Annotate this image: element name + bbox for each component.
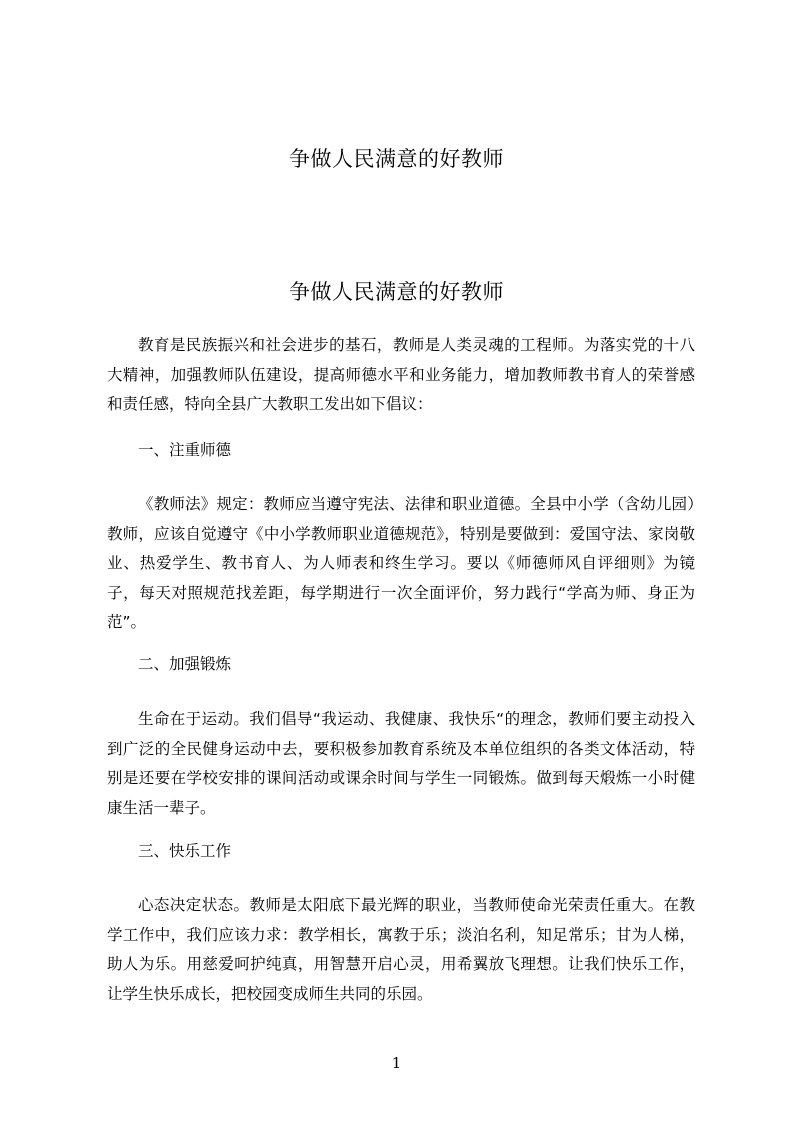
section-body-3: 心态决定状态。教师是太阳底下最光辉的职业，当教师使命光荣责任重大。在教学工作中，我们应该力求：教学相长，寓教于乐；淡泊名利，知足常乐；甘为人梯，助人为乐。用慈爱呵护纯真，用智慧开启心灵，用希翼放飞理想。让我们快乐工作，让学生快乐成长，把校园变成师生共同的乐园。 — [107, 896, 695, 1003]
section-heading-3: 三、快乐工作 — [138, 842, 232, 860]
section-heading-1: 一、注重师德 — [138, 441, 232, 459]
section-body-1: 《教师法》规定：教师应当遵守宪法、法律和职业道德。全县中小学（含幼儿园）教师，应该自觉遵守《中小学教师职业道德规范》，特别是要做到：爱国守法、家岗敬业、热爱学生、教书育人、为人师表和终生学习。要以《师德师风自评细则》为镜子，每天对照规范找差距，每学期进行一次全面评价，努力践行“学高为师、身正为范”。 — [107, 495, 695, 631]
section-heading-2: 二、加强锻炼 — [138, 655, 232, 673]
page-number: 1 — [391, 1054, 402, 1072]
document-title: 争做人民满意的好教师 — [289, 280, 504, 304]
intro-paragraph: 教育是民族振兴和社会进步的基石，教师是人类灵魂的工程师。为落实党的十八大精神，加强教师队伍建设，提高师德水平和业务能力，增加教师教书育人的荣誉感和责任感，特向全县广大教职工发出如下倡议： — [107, 336, 695, 413]
section-body-2: 生命在于运动。我们倡导“我运动、我健康、我快乐“的理念，教师们要主动投入到广泛的全民健身运动中去，要积极参加教育系统及本单位组织的各类文体活动，特别是还要在学校安排的课间活动或课余时间与学生一同锻炼。做到每天煅炼一小时健康生活一辈子。 — [107, 710, 695, 817]
cover-title: 争做人民满意的好教师 — [289, 147, 504, 171]
